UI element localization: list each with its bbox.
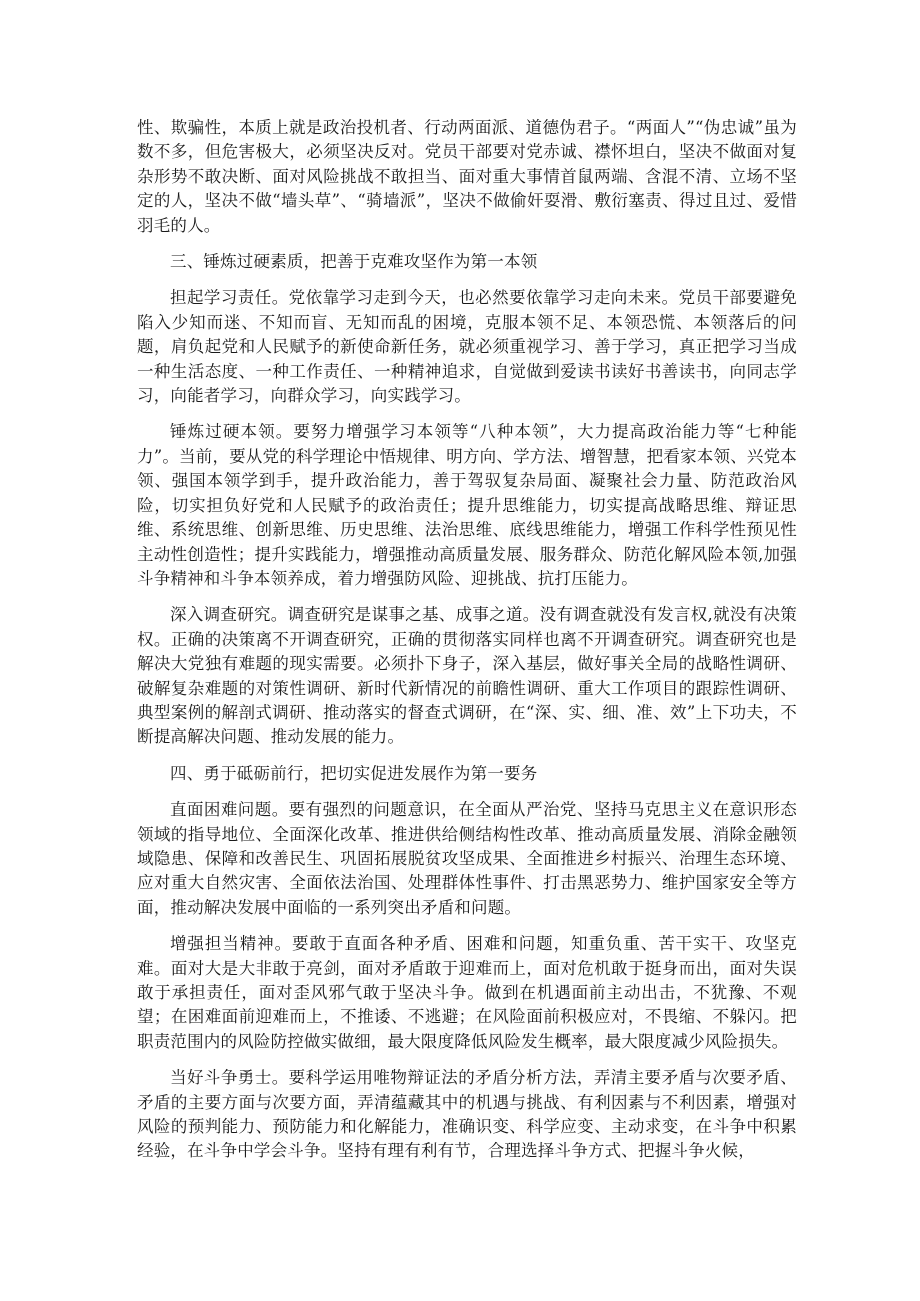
section-heading-four: 四、勇于砥砺前行，把切实促进发展作为第一要务 [170,763,538,783]
paragraph-continuation: 性、欺骗性，本质上就是政治投机者、行动两面派、道德伪君子。“两面人”“伪忠诚”虽为数不多，但危害极大，必须坚决反对。党员干部要对党赤诚、襟怀坦白，坚决不做面对复杂形势不敢决断、面对风险挑战不敢担当、面对重大事情首鼠两端、含混不清、立场不坚定的人，坚决不做“墙头草”、“骑墙派”，坚决不做偷奸耍滑、敷衍塞责、得过且过、爱惜羽毛的人。 [137,118,797,235]
paragraph-responsibility-spirit: 增强担当精神。要敢于直面各种矛盾、困难和问题，知重负重、苦干实干、攻坚克难。面对大是大非敢于亮剑，面对矛盾敢于迎难而上，面对危机敢于挺身而出，面对失误敢于承担责任，面对歪风邪气敢于坚决斗争。做到在机遇面前主动出击，不犹豫、不观望；在困难面前迎难而上，不推诿、不逃避；在风险面前积极应对，不畏缩、不躲闪。把职责范围内的风险防控做实做细，最大限度降低风险发生概率，最大限度减少风险损失。 [137,934,797,1051]
paragraph-investigation-research: 深入调查研究。调查研究是谋事之基、成事之道。没有调查就没有发言权,就没有决策权。正确的决策离不开调查研究，正确的贯彻落实同样也离不开调查研究。调查研究也是解决大党独有难题的现实需要。必须扑下身子，深入基层，做好事关全局的战略性调研、破解复杂难题的对策性调研、新时代新情况的前瞻性调研、重大工作项目的跟踪性调研、典型案例的解剖式调研、推动落实的督查式调研，在“深、实、细、准、效”上下功夫，不断提高解决问题、推动发展的能力。 [137,605,797,747]
paragraph-struggle-warrior: 当好斗争勇士。要科学运用唯物辩证法的矛盾分析方法，弄清主要矛盾与次要矛盾、矛盾的主要方面与次要方面，弄清蕴藏其中的机遇与挑战、有利因素与不利因素，增强对风险的预判能力、预防能力和化解能力，准确识变、科学应变、主动求变，在斗争中积累经验，在斗争中学会斗争。坚持有理有利有节，合理选择斗争方式、把握斗争火候， [137,1068,797,1161]
document-page [137,116,797,1164]
paragraph-study-responsibility: 担起学习责任。党依靠学习走到今天，也必然要依靠学习走向未来。党员干部要避免陷入少知而迷、不知而盲、无知而乱的困境，克服本领不足、本领恐慌、本领落后的问题，肩负起党和人民赋予的新使命新任务，就必须重视学习、善于学习，真正把学习当成一种生活态度、一种工作责任、一种精神追求，自觉做到爱读书读好书善读书，向同志学习，向能者学习，向群众学习，向实践学习。 [137,288,797,406]
paragraph-hone-skills: 锤炼过硬本领。要努力增强学习本领等“八种本领”，大力提高政治能力等“七种能力”。当前，要从党的科学理论中悟规律、明方向、学方法、增智慧，把看家本领、兴党本领、强国本领学到手，提升政治能力，善于驾驭复杂局面、凝聚社会力量、防范政治风险，切实担负好党和人民赋予的政治责任；提升思维能力，切实提高战略思维、辩证思维、系统思维、创新思维、历史思维、法治思维、底线思维能力，增强工作科学性预见性主动性创造性；提升实践能力，增强推动高质量发展、服务群众、防范化解风险本领,加强斗争精神和斗争本领养成，着力增强防风险、迎挑战、抗打压能力。 [137,422,797,588]
section-heading-three: 三、锤炼过硬素质，把善于克难攻坚作为第一本领 [170,252,538,272]
paragraph-face-difficulties: 直面困难问题。要有强烈的问题意识，在全面从严治党、坚持马克思主义在意识形态领域的指导地位、全面深化改革、推进供给侧结构性改革、推动高质量发展、消除金融领域隐患、保障和改善民生、巩固拓展脱贫攻坚成果、全面推进乡村振兴、治理生态环境、应对重大自然灾害、全面依法治国、处理群体性事件、打击黑恶势力、维护国家安全等方面，推动解决发展中面临的一系列突出矛盾和问题。 [137,800,797,917]
